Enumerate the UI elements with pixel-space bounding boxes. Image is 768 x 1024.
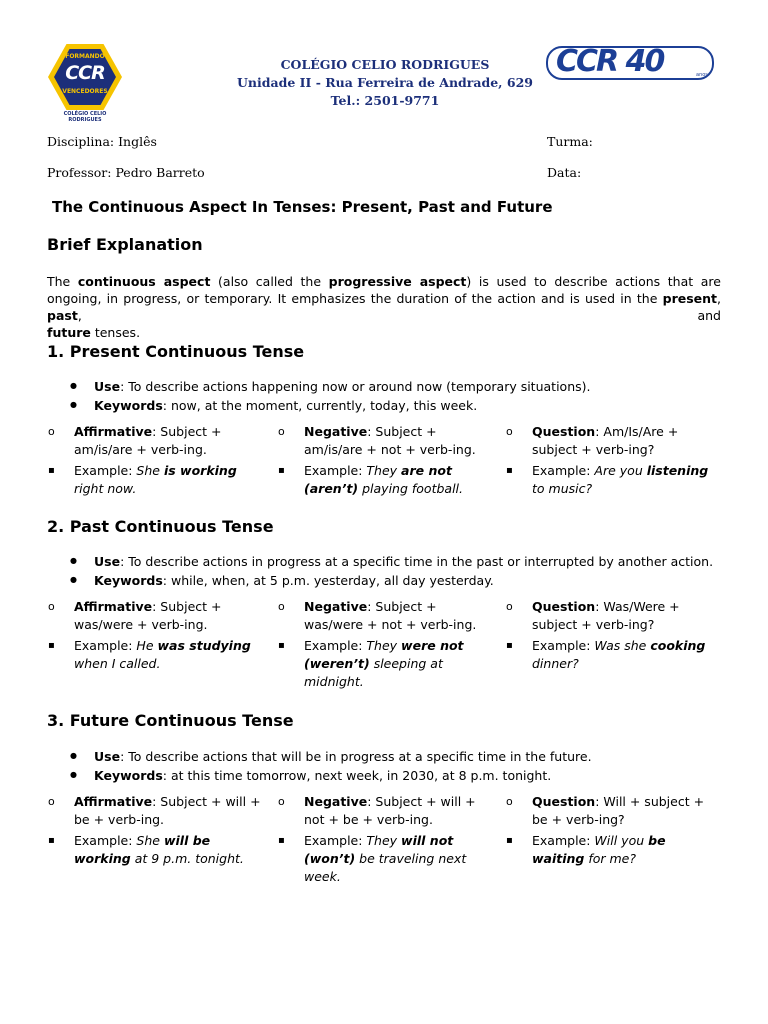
rule-text: : Subject + am/is/are + verb-ing. (74, 424, 222, 457)
example-text: right now. (74, 481, 137, 496)
school-logo (48, 44, 122, 123)
rule-item (506, 598, 722, 634)
example-highlight: are not (aren’t) (304, 463, 452, 496)
negative-column (278, 423, 496, 501)
date-field: Data: (547, 165, 582, 180)
page-title: The Continuous Aspect In Tenses: Present, Past and Future (52, 198, 553, 216)
example-item (48, 832, 266, 868)
example-text: She (136, 833, 164, 848)
example-prefix: Example: (304, 833, 367, 848)
rule-text: : Was/Were + subject + verb-ing? (532, 599, 680, 632)
brief-paragraph (47, 273, 721, 341)
example-highlight: listening (646, 463, 709, 478)
use-bullet: ● Use: To describe actions in progress at a specific time in the past or interrupted by another action. (70, 553, 730, 572)
circle-bullet-icon: o (278, 425, 285, 438)
example-text: sleeping at midnight. (304, 656, 443, 689)
keywords-bullet: ● Keywords: now, at the moment, currently, today, this week. (70, 397, 730, 416)
circle-bullet-icon: o (506, 795, 513, 808)
rule-item (48, 598, 266, 634)
example-text: playing football. (358, 481, 463, 496)
example-prefix: Example: (74, 638, 137, 653)
example-text: dinner? (532, 656, 579, 671)
example-text: They (366, 638, 402, 653)
example-prefix: Example: (532, 833, 595, 848)
brief-text: , (717, 291, 721, 306)
negative-column (278, 598, 496, 694)
rule-item (48, 423, 266, 459)
example-item (506, 462, 722, 498)
brief-text: , and (77, 308, 721, 323)
teacher-field: Professor: Pedro Barreto (47, 165, 205, 180)
school-name: COLÉGIO CELIO RODRIGUES (280, 57, 490, 72)
rule-label: Question (532, 424, 596, 439)
example-item (278, 462, 496, 498)
rule-item (278, 793, 496, 829)
example-item (48, 637, 266, 673)
negative-column (278, 793, 496, 889)
ccr40-logo (546, 42, 716, 82)
ccr40-logo-text: CCR 40 (556, 44, 664, 79)
square-bullet-icon: ▪ (48, 640, 55, 651)
use-bullet: ● Use: To describe actions that will be in progress at a specific time in the future. (70, 748, 730, 767)
school-info (170, 56, 600, 110)
rule-label: Affirmative (74, 424, 153, 439)
logo-caption: COLÉGIO CELIO RODRIGUES (63, 111, 107, 123)
square-bullet-icon: ▪ (506, 465, 513, 476)
example-text: when I called. (74, 656, 161, 671)
question-column (506, 793, 722, 871)
square-bullet-icon: ▪ (278, 835, 285, 846)
example-text: She (136, 463, 164, 478)
section-bullets (70, 748, 730, 785)
square-bullet-icon: ▪ (278, 465, 285, 476)
section-bullets (70, 553, 730, 590)
circle-bullet-icon: o (48, 600, 55, 613)
rule-label: Negative (304, 794, 368, 809)
circle-bullet-icon: o (278, 795, 285, 808)
example-prefix: Example: (304, 463, 367, 478)
brief-text: (also called the (218, 274, 322, 289)
example-text: Will you (594, 833, 649, 848)
example-text: at 9 p.m. tonight. (130, 851, 244, 866)
question-column (506, 598, 722, 676)
brief-text: tenses. (94, 325, 141, 340)
example-prefix: Example: (304, 638, 367, 653)
example-item (278, 637, 496, 691)
brief-bold: continuous aspect (77, 274, 211, 289)
rule-label: Negative (304, 599, 368, 614)
keywords-bullet: ● Keywords: at this time tomorrow, next week, in 2030, at 8 p.m. tonight. (70, 767, 730, 786)
example-highlight: is working (163, 463, 237, 478)
class-field: Turma: (547, 134, 593, 149)
example-highlight: was studying (157, 638, 251, 653)
example-prefix: Example: (74, 833, 137, 848)
rule-text: : Subject + am/is/are + not + verb-ing. (304, 424, 476, 457)
rule-item (48, 793, 266, 829)
example-item (506, 637, 722, 673)
affirmative-column (48, 423, 266, 501)
affirmative-column (48, 598, 266, 676)
brief-bold: present (662, 291, 718, 306)
section-heading: 3. Future Continuous Tense (47, 711, 294, 730)
use-bullet: ● Use: To describe actions happening now or around now (temporary situations). (70, 378, 730, 397)
rule-text: : Subject + will + not + be + verb-ing. (304, 794, 476, 827)
brief-bold: future (47, 325, 91, 340)
brief-bold: progressive aspect (328, 274, 467, 289)
example-text: Was she (594, 638, 651, 653)
example-highlight: will not (won’t) (304, 833, 454, 866)
example-item (278, 832, 496, 886)
rule-text: : Subject + will + be + verb-ing. (74, 794, 261, 827)
rule-label: Affirmative (74, 794, 153, 809)
example-item (506, 832, 722, 868)
square-bullet-icon: ▪ (506, 835, 513, 846)
square-bullet-icon: ▪ (48, 465, 55, 476)
circle-bullet-icon: o (48, 795, 55, 808)
example-text: for me? (584, 851, 637, 866)
rule-text: : Subject + was/were + verb-ing. (74, 599, 222, 632)
document-header (0, 0, 768, 130)
example-item (48, 462, 266, 498)
affirmative-column (48, 793, 266, 871)
rule-item (506, 793, 722, 829)
logo-main-text: CCR (65, 62, 105, 84)
brief-bold: past (47, 308, 78, 323)
rule-label: Negative (304, 424, 368, 439)
circle-bullet-icon: o (48, 425, 55, 438)
ccr40-logo-small: anos (696, 72, 708, 78)
rule-item (278, 598, 496, 634)
square-bullet-icon: ▪ (278, 640, 285, 651)
example-highlight: be waiting (532, 833, 666, 866)
example-text: They (366, 463, 402, 478)
example-prefix: Example: (532, 638, 595, 653)
example-highlight: cooking (650, 638, 706, 653)
section-heading: 2. Past Continuous Tense (47, 517, 274, 536)
logo-top-text: FORMANDO (65, 53, 105, 60)
example-text: to music? (532, 481, 593, 496)
example-text: Are you (594, 463, 647, 478)
example-highlight: will be working (74, 833, 211, 866)
keywords-bullet: ● Keywords: while, when, at 5 p.m. yesterday, all day yesterday. (70, 572, 730, 591)
example-text: be traveling next week. (304, 851, 467, 884)
discipline-field: Disciplina: Inglês (47, 134, 157, 149)
example-prefix: Example: (532, 463, 595, 478)
rule-text: : Am/Is/Are + subject + verb-ing? (532, 424, 679, 457)
rule-label: Question (532, 599, 596, 614)
logo-bottom-text: VENCEDORES (62, 88, 108, 95)
circle-bullet-icon: o (506, 600, 513, 613)
brief-heading: Brief Explanation (47, 235, 203, 254)
rule-text: : Will + subject + be + verb-ing? (532, 794, 705, 827)
example-text: They (366, 833, 402, 848)
question-column (506, 423, 722, 501)
example-prefix: Example: (74, 463, 137, 478)
square-bullet-icon: ▪ (48, 835, 55, 846)
square-bullet-icon: ▪ (506, 640, 513, 651)
rule-item (506, 423, 722, 459)
rule-item (278, 423, 496, 459)
example-text: He (136, 638, 158, 653)
brief-text: The (47, 274, 71, 289)
rule-label: Affirmative (74, 599, 153, 614)
section-bullets (70, 378, 730, 415)
rule-label: Question (532, 794, 596, 809)
school-address: Unidade II - Rua Ferreira de Andrade, 629 (237, 75, 533, 90)
school-phone: Tel.: 2501-9771 (330, 93, 440, 108)
example-highlight: were not (weren’t) (304, 638, 464, 671)
circle-bullet-icon: o (506, 425, 513, 438)
circle-bullet-icon: o (278, 600, 285, 613)
section-heading: 1. Present Continuous Tense (47, 342, 305, 361)
brief-text: ) is used to describe actions that are ongoing, in progress, or temporary. It emphasizes the duration of the action and is used in the (47, 274, 721, 306)
rule-text: : Subject + was/were + not + verb-ing. (304, 599, 477, 632)
